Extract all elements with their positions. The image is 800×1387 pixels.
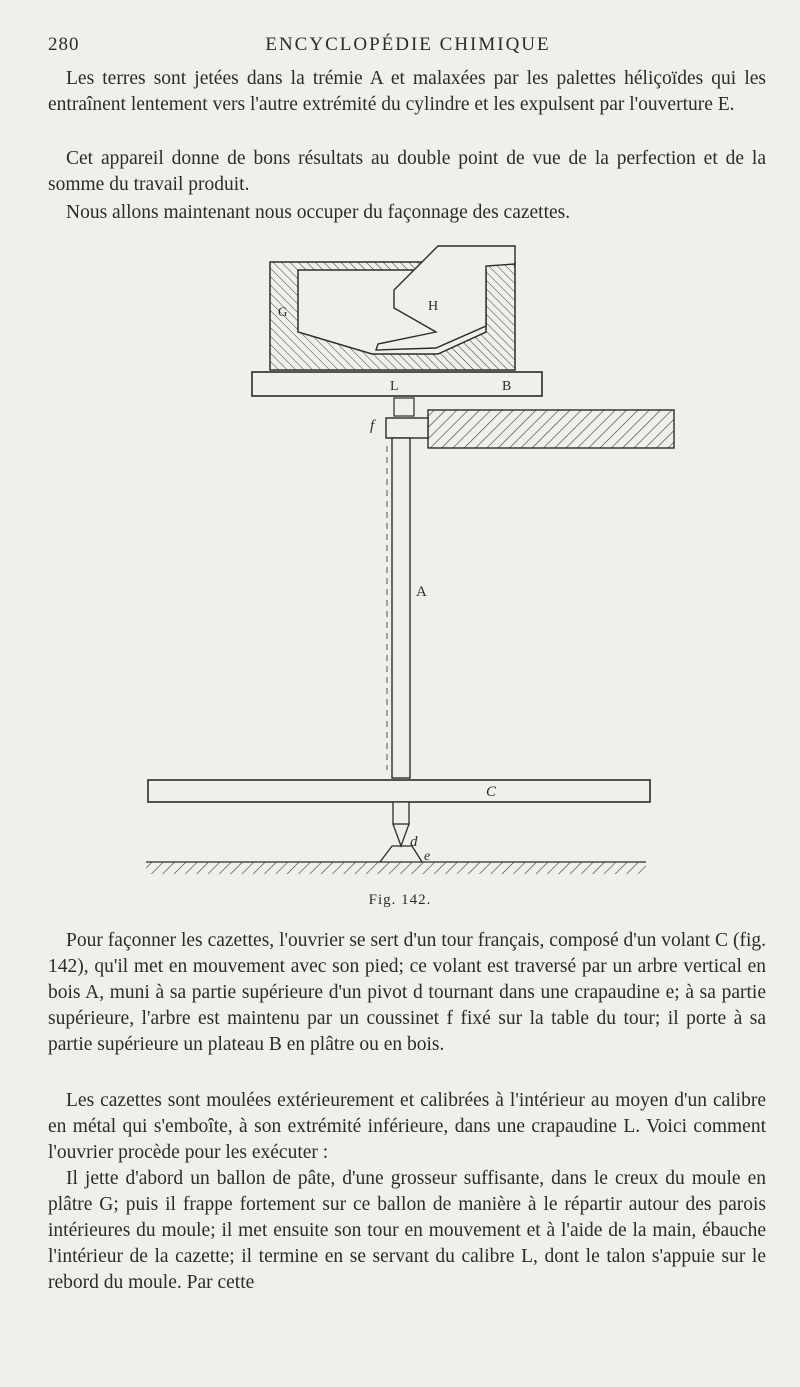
flywheel-C — [148, 780, 650, 802]
floor — [146, 862, 646, 874]
label-B: B — [502, 379, 512, 394]
label-A: A — [416, 584, 427, 600]
label-C: C — [486, 784, 497, 800]
figure-142 — [140, 240, 680, 880]
label-L: L — [390, 379, 399, 394]
paragraph-2 — [48, 146, 766, 198]
table — [428, 410, 674, 448]
label-H: H — [428, 299, 439, 314]
label-e: e — [424, 849, 431, 864]
label-f: f — [370, 418, 375, 434]
paragraph-5 — [48, 1088, 766, 1166]
label-G: G — [278, 304, 288, 319]
running-title: ENCYCLOPÉDIE CHIMIQUE — [265, 34, 551, 55]
vertical-shaft-A — [387, 438, 410, 778]
page-header — [48, 34, 768, 60]
paragraph-1 — [48, 66, 766, 118]
page-number: 280 — [48, 34, 80, 55]
figure-caption: Fig. 142. — [368, 892, 432, 908]
paragraph-3-text: Nous allons maintenant nous occuper du façonnage des cazettes. — [66, 202, 571, 223]
paragraph-6-text: Il jette d'abord un ballon de pâte, d'une grosseur suffisante, dans le creux du moule en plâtre G; puis il frappe fortement sur ce ballon de manière à le répartir autour des parois intérieures du moule; il met ensuite son tour en mouvement et à l'aide de la main, ébauche l'intérieur de la cazette; il termine en se servant du calibre L, dont le talon s'appuie sur le rebord du moule. Par cette — [48, 1168, 766, 1293]
paragraph-4 — [48, 928, 766, 1058]
bushing-f — [386, 398, 428, 438]
paragraph-6 — [48, 1166, 766, 1296]
label-d: d — [410, 834, 418, 850]
paragraph-2-text: Cet appareil donne de bons résultats au double point de vue de la perfection et de la somme du travail produit. — [48, 148, 766, 195]
paragraph-3 — [48, 200, 766, 226]
paragraph-1-text: Les terres sont jetées dans la trémie A et malaxées par les palettes héliçoïdes qui les entraînent lentement vers l'autre extrémité du cylindre et les expulsent par l'ouverture E. — [48, 68, 766, 115]
pivot-d — [393, 802, 409, 846]
paragraph-5-text: Les cazettes sont moulées extérieurement et calibrées à l'intérieur au moyen d'un calibre en métal qui s'emboîte, à son extrémité inférieure, dans une crapaudine L. Voici comment l'ouvrier procède pour les exécuter : — [48, 1090, 766, 1163]
paragraph-4-text: Pour façonner les cazettes, l'ouvrier se sert d'un tour français, composé d'un volant C (fig. 142), qu'il met en mouvement avec son pied; ce volant est traversé par un arbre vertical en bois A, muni à sa partie supérieure d'un pivot d tournant dans une crapaudine e; à sa partie supérieure, l'arbre est maintenu par un coussinet f fixé sur la table du tour; il porte à sa partie supérieure un plateau B en plâtre ou en bois. — [48, 930, 766, 1055]
